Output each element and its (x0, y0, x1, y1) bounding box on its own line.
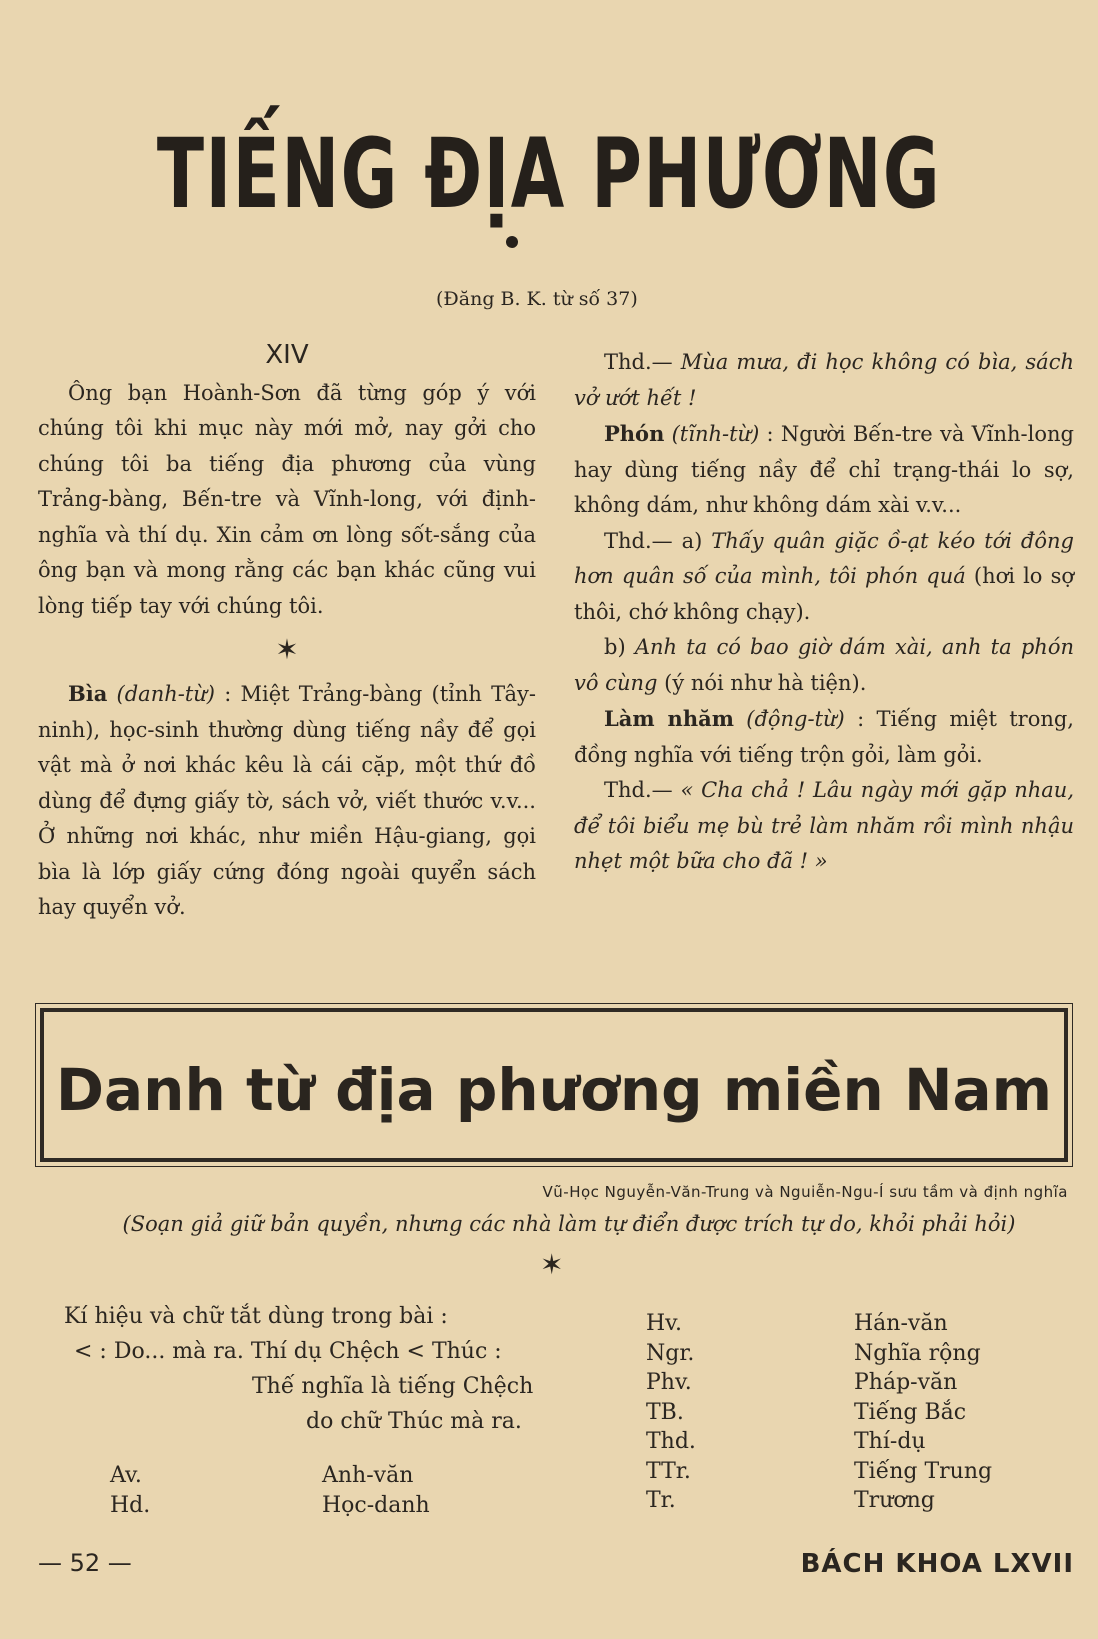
example-text: Mùa mưa, đi học không có bìa, sách vở ướt hết ! (574, 350, 1074, 410)
entry-term: Phón (604, 421, 665, 446)
right-column (574, 345, 1074, 880)
section-number: XIV (265, 340, 309, 370)
example-marker: a) (681, 528, 703, 553)
abbreviation: TB. (646, 1399, 684, 1425)
entry-definition: : Người Bến-tre và Vĩnh-long hay dùng tiếng nầy để chỉ trạng-thái lo sợ, không dám, như không dám xài v.v... (574, 422, 1074, 517)
abbreviation-meaning: Trương (854, 1488, 935, 1513)
abbreviation-meaning: Tiếng Bắc (854, 1399, 967, 1425)
entry-term: Làm nhăm (604, 706, 734, 731)
byline: (Đăng B. K. từ số 37) (436, 288, 638, 310)
abbreviation-meaning: Học-danh (322, 1493, 430, 1518)
publication-name: BÁCH KHOA LXVII (800, 1549, 1074, 1579)
abbreviation: Thd. (646, 1429, 696, 1454)
section-title-box (40, 1008, 1068, 1162)
abbreviation-meaning: Thí-dụ (854, 1429, 926, 1454)
entry-definition: : Miệt Trảng-bàng (tỉnh Tây-ninh), học-sinh thường dùng tiếng nầy để gọi vật mà ở nơi khác kêu là cái cặp, một thứ đồ dùng để đựng giấy tờ, sách vở, viết thước v.v... Ở những nơi khác, như miền Hậu-giang, gọi bìa là lớp giấy cứng đóng ngoài quyển sách hay quyển vở. (38, 682, 536, 919)
abbreviation-row (646, 1368, 992, 1398)
abbreviation-row (110, 1491, 430, 1521)
abbreviation-row (646, 1309, 992, 1339)
abbreviation-row (646, 1457, 992, 1487)
abbreviation-meaning: Anh-văn (322, 1463, 414, 1488)
abbreviation: Av. (110, 1463, 142, 1488)
abbreviation: Tr. (646, 1488, 676, 1513)
star-divider: ✶ (540, 1248, 564, 1281)
abbreviation-meaning: Pháp-văn (854, 1370, 958, 1395)
abbreviation-list-right (646, 1309, 992, 1516)
example-label: Thd.— (604, 528, 673, 553)
entry-part-of-speech: (động-từ) (746, 707, 845, 731)
example-note: (hơi lo sợ thôi, chớ không chạy). (574, 564, 1074, 624)
example-marker: b) (604, 635, 626, 659)
example-text: Anh ta có bao giờ dám xài, anh ta phón vô cùng (574, 635, 1074, 695)
abbreviation-row (646, 1398, 992, 1428)
legend-intro (64, 1299, 544, 1439)
abbreviation-list-left (110, 1461, 430, 1521)
example-text: Thấy quân giặc ồ-ạt kéo tới đông hơn quân số của mình, tôi phón quá (574, 528, 1074, 588)
page-title: TIẾNG ĐỊA PHƯƠNG (156, 118, 942, 230)
page-number: — 52 — (38, 1549, 132, 1577)
legend-line: do chữ Thúc mà ra. (306, 1409, 522, 1434)
legend-line: < : Do... mà ra. Thí dụ Chệch < Thúc : (74, 1339, 502, 1364)
abbreviation: Hd. (110, 1493, 151, 1518)
example-text: « Cha chả ! Lâu ngày mới gặp nhau, để tôi biểu mẹ bù trẻ làm nhăm rồi mình nhậu nhẹt một bữa cho đã ! » (574, 778, 1074, 873)
left-column (38, 338, 536, 926)
abbreviation-meaning: Nghĩa rộng (854, 1340, 981, 1366)
star-divider: ✶ (275, 633, 299, 666)
abbreviation: Ngr. (646, 1340, 695, 1366)
abbreviation-row (646, 1339, 992, 1369)
copyright-note: (Soạn giả giữ bản quyền, nhưng các nhà làm tự điển được trích tự do, khỏi phải hỏi) (122, 1212, 1016, 1236)
legend-line: Thế nghĩa là tiếng Chệch (252, 1374, 534, 1399)
entry-part-of-speech: (danh-từ) (116, 682, 216, 706)
abbreviation: Phv. (646, 1370, 692, 1395)
section-title: Danh từ địa phương miền Nam (55, 1056, 1053, 1124)
example-lam-nham (574, 773, 1074, 880)
abbreviation-row (646, 1427, 992, 1457)
example-note: (ý nói như hà tiện). (664, 670, 867, 695)
abbreviation: Hv. (646, 1311, 682, 1336)
abbreviation-row (646, 1486, 992, 1516)
example-phon-b (574, 630, 1074, 701)
example-label: Thd.— (604, 350, 673, 374)
intro-paragraph: Ông bạn Hoành-Sơn đã từng góp ý với chúng tôi khi mục này mới mở, nay gởi cho chúng tôi ba tiếng địa phương của vùng Trảng-bàng, Bến-tre và Vĩnh-long, với định-nghĩa và thí dụ. Xin cảm ơn lòng sốt-sắng của ông bạn và mong rằng các bạn khác cũng vui lòng tiếp tay với chúng tôi. (38, 380, 536, 618)
entry-bia (38, 676, 536, 926)
abbreviation: TTr. (646, 1458, 691, 1484)
entry-part-of-speech: (tĩnh-từ) (671, 422, 760, 446)
abbreviation-meaning: Hán-văn (854, 1311, 948, 1336)
entry-lam-nham (574, 701, 1074, 773)
entry-definition: : Tiếng miệt trong, đồng nghĩa với tiếng trộn gỏi, làm gỏi. (574, 707, 1074, 767)
authors-credit: Vũ-Học Nguyễn-Văn-Trung và Nguiễn-Ngu-Í sưu tầm và định nghĩa (542, 1183, 1068, 1201)
entry-term: Bìa (68, 681, 108, 706)
title-ornament-dot (506, 236, 518, 248)
example-phon-a (574, 524, 1074, 631)
abbreviation-row (110, 1461, 430, 1491)
legend-line: Kí hiệu và chữ tắt dùng trong bài : (64, 1304, 448, 1329)
entry-phon (574, 416, 1074, 524)
abbreviation-meaning: Tiếng Trung (854, 1458, 993, 1484)
example-bia (574, 345, 1074, 416)
example-label: Thd.— (604, 778, 673, 802)
